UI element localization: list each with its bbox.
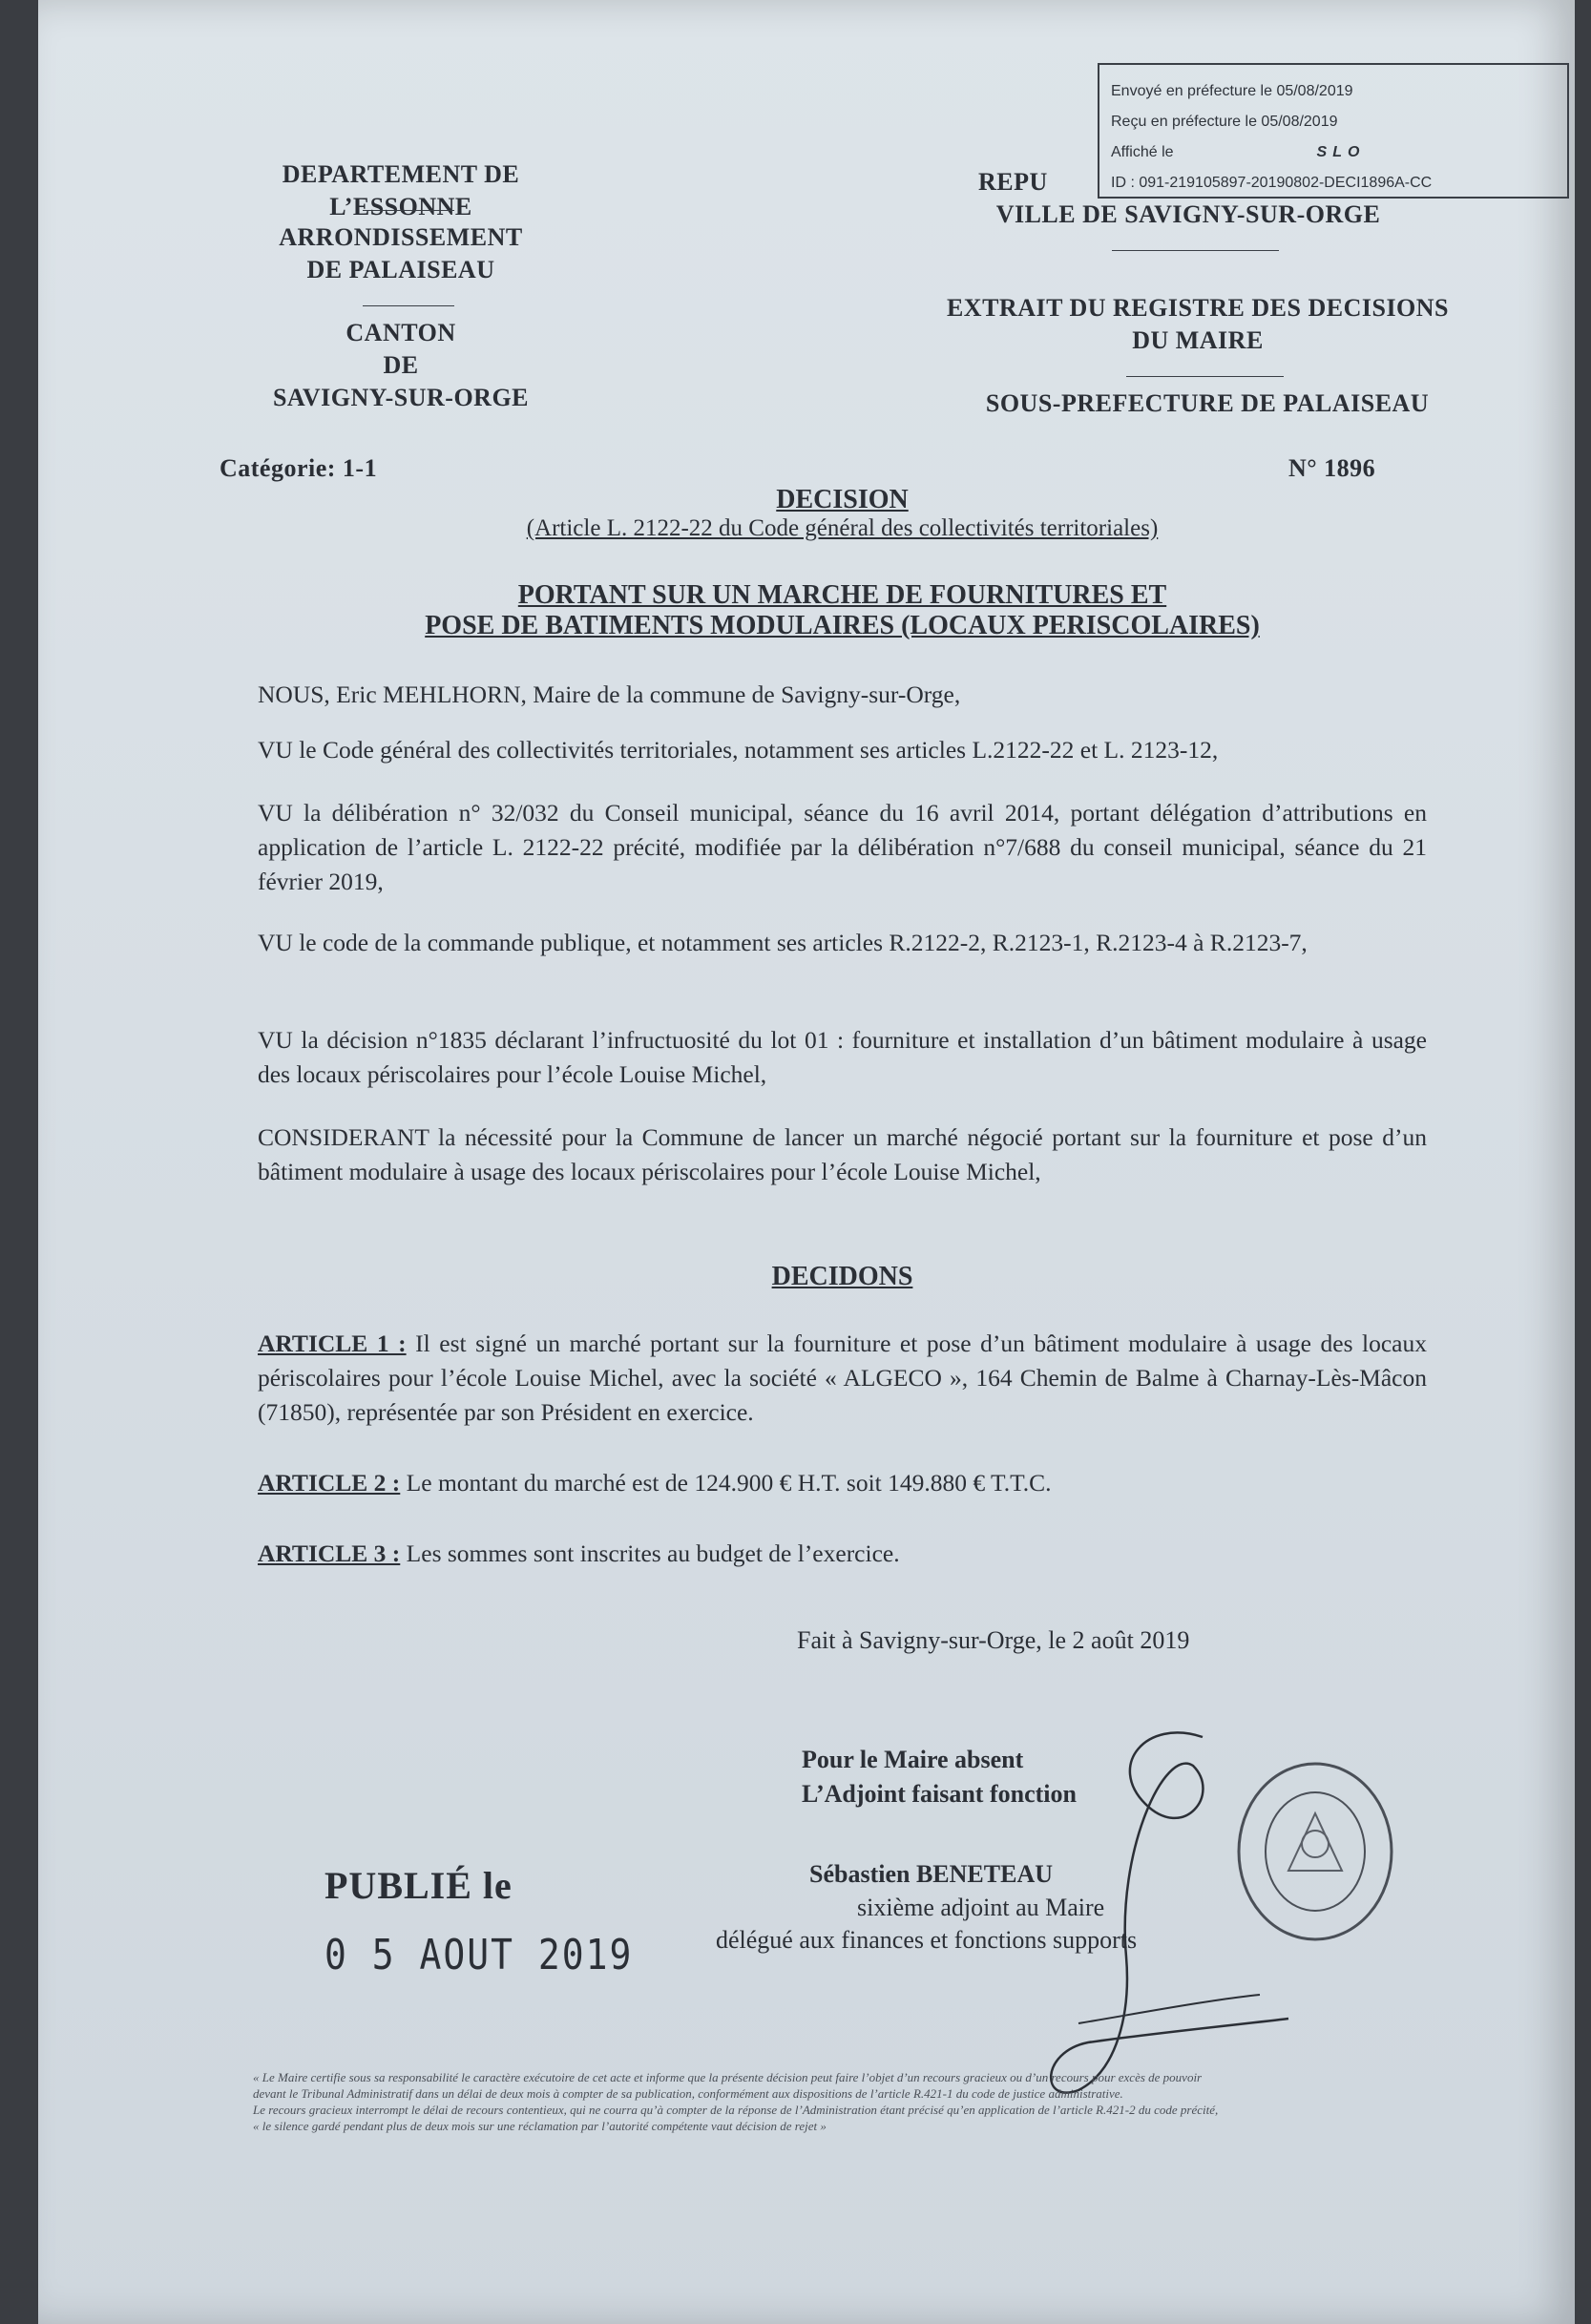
signatory-role-2: délégué aux finances et fonctions supports xyxy=(716,1926,1138,1954)
handwritten-signature-icon xyxy=(1002,1708,1327,2109)
header-canton-1: CANTON xyxy=(345,319,456,346)
paragraph-vu-decision-1835: VU la décision n°1835 déclarant l’infructuosité du lot 01 : fourniture et installation d’un bâtiment modulaire à usage des locaux périscolaires pour l’école Louise Michel, xyxy=(258,1026,1427,1088)
article-3 xyxy=(258,1537,1427,1571)
categorie: Catégorie: 1-1 xyxy=(220,454,378,482)
decision-number: N° 1896 xyxy=(1288,454,1376,482)
header-canton-3: SAVIGNY-SUR-ORGE xyxy=(272,384,530,411)
paragraph-considerant: CONSIDERANT la nécessité pour la Commune de lancer un marché négocié portant sur la fourniture et pose d’un bâtiment modulaire à usage des locaux périscolaires pour l’école Louise Michel, xyxy=(258,1123,1427,1185)
signature-line-1: Pour le Maire absent xyxy=(802,1746,1024,1773)
header-extrait-1: EXTRAIT DU REGISTRE DES DECISIONS xyxy=(946,294,1450,322)
stamp-id: ID : 091-219105897-20190802-DECI1896A-CC xyxy=(1111,175,1433,191)
article-2-label: ARTICLE 2 : xyxy=(258,1469,401,1497)
article-1-text: Il est signé un marché portant sur la fourniture et pose d’un bâtiment modulaire à usage des locaux périscolaires pour l’école Louise Michel, avec la société « ALGECO », 164 Chemin de Balme à Charnay-Lès-Mâcon (71850), représentée par son Président en exercice. xyxy=(258,1329,1427,1426)
divider xyxy=(363,305,454,306)
decidons-heading: DECIDONS xyxy=(771,1262,913,1291)
footer-line-4: « le silence gardé pendant plus de deux mois sur une réclamation par l’autorité compétente vaut décision de rejet » xyxy=(253,2119,827,2133)
divider xyxy=(1112,250,1279,251)
article-2 xyxy=(258,1466,1427,1500)
header-republique: REPU xyxy=(978,168,1048,196)
stamp-envoye: Envoyé en préfecture le 05/08/2019 xyxy=(1111,83,1353,99)
header-arrondissement-1: ARRONDISSEMENT xyxy=(279,223,523,251)
article-3-text: Les sommes sont inscrites au budget de l’exercice. xyxy=(400,1539,900,1567)
divider xyxy=(1126,376,1284,377)
header-canton-2: DE xyxy=(383,351,419,379)
signature-line-2: L’Adjoint faisant fonction xyxy=(802,1780,1077,1808)
publie-date: 0 5 AOUT 2019 xyxy=(324,1930,634,1979)
stamp-initials: SLO xyxy=(1316,144,1366,160)
subject-line-2: POSE DE BATIMENTS MODULAIRES (LOCAUX PERISCOLAIRES) xyxy=(425,611,1260,640)
signatory-role-1: sixième adjoint au Maire xyxy=(857,1894,1105,1921)
fait-a: Fait à Savigny-sur-Orge, le 2 août 2019 xyxy=(797,1626,1190,1654)
article-1 xyxy=(258,1327,1427,1430)
publie-label: PUBLIÉ le xyxy=(324,1864,513,1907)
decision-legal-basis: (Article L. 2122-22 du Code général des collectivités territoriales) xyxy=(526,515,1159,541)
stamp-recu: Reçu en préfecture le 05/08/2019 xyxy=(1111,114,1338,130)
article-2-text: Le montant du marché est de 124.900 € H.T. soit 149.880 € T.T.C. xyxy=(400,1469,1052,1497)
prefecture-stamp xyxy=(1098,63,1569,199)
stamp-affiche: Affiché le SLO xyxy=(1111,137,1556,168)
decision-title: DECISION xyxy=(776,485,909,514)
signatory-name: Sébastien BENETEAU xyxy=(809,1860,1053,1888)
document-page xyxy=(38,0,1575,2324)
header-arrondissement-2: DE PALAISEAU xyxy=(306,256,495,283)
article-1-label: ARTICLE 1 : xyxy=(258,1329,407,1357)
paragraph-vu-commande-publique: VU le code de la commande publique, et notamment ses articles R.2122-2, R.2123-1, R.2123-4 à R.2123-7, xyxy=(258,929,1308,956)
paragraph-vu-deliberation: VU la délibération n° 32/032 du Conseil municipal, séance du 16 avril 2014, portant délégation d’attributions en application de l’article L. 2122-22 précité, modifiée par la délibération n°7/688 du conseil municipal, séance du 21 février 2019, xyxy=(258,799,1427,895)
paragraph-vu-cgct: VU le Code général des collectivités territoriales, notamment ses articles L.2122-22 et L. 2123-12, xyxy=(258,736,1219,764)
footer-line-3: Le recours gracieux interrompt le délai de recours contentieux, qui ne courra qu’à compter de la réponse de l’Administration étant précisé qu’en application de l’article R.421-2 du code précité, xyxy=(253,2103,1219,2117)
article-3-label: ARTICLE 3 : xyxy=(258,1539,401,1567)
paragraph-nous: NOUS, Eric MEHLHORN, Maire de la commune de Savigny-sur-Orge, xyxy=(258,680,961,708)
header-ville: VILLE DE SAVIGNY-SUR-ORGE xyxy=(995,200,1381,228)
header-departement: DEPARTEMENT DE L’ESSONNE xyxy=(282,160,520,220)
divider xyxy=(363,210,454,211)
footer-line-2: devant le Tribunal Administratif dans un délai de deux mois à compter de sa publication, conformément aux dispositions de l’article R.421-1 du code de justice administrative. xyxy=(253,2086,1123,2101)
subject-line-1: PORTANT SUR UN MARCHE DE FOURNITURES ET xyxy=(517,580,1167,610)
footer-line-1: « Le Maire certifie sous sa responsabilité le caractère exécutoire de cet acte et informe que la présente décision peut faire l’objet d’un recours gracieux ou d’un recours pour excès de pouvoir xyxy=(253,2070,1203,2084)
header-extrait-2: DU MAIRE xyxy=(1132,326,1264,354)
header-sous-prefecture: SOUS-PREFECTURE DE PALAISEAU xyxy=(985,389,1430,417)
